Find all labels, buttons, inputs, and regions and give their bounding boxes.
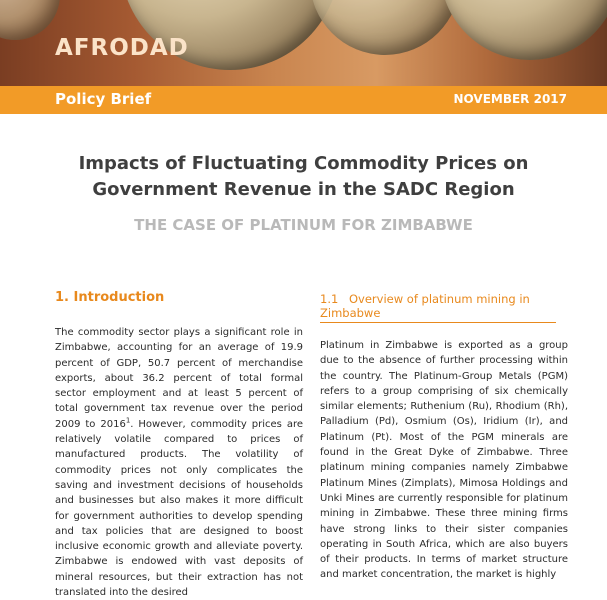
- section-title: Overview of platinum mining in Zimbabwe: [320, 292, 530, 320]
- section-number: 1.1: [320, 292, 339, 306]
- footnote-marker: 1: [125, 416, 131, 425]
- coin-image: [0, 0, 60, 40]
- introduction-text: The commodity sector plays a significant role in Zimbabwe, accounting for an average of 19.9 percent of GDP, 50.7 percent of merchandise exports, about 36.2 percent of total formal sector employment and at least 5 percent of total government tax revenue over the period 2009 to 2016: [55, 327, 303, 430]
- header-banner: [0, 0, 607, 86]
- publication-date: NOVEMBER 2017: [453, 92, 567, 106]
- section-heading-overview: [320, 292, 560, 320]
- overview-body: [320, 338, 568, 583]
- brand-name: AFRODAD: [55, 35, 189, 61]
- doc-type: Policy Brief: [55, 90, 152, 108]
- title-line-2: Government Revenue in the SADC Region: [92, 179, 515, 200]
- doc-type-strip: [0, 86, 607, 114]
- section-divider: [320, 322, 556, 323]
- overview-text: Platinum in Zimbabwe is exported as a group due to the absence of further processing within the country. The Platinum-Group Metals (PGM) refers to a group comprising of six chemically similar elements; Ruthenium (Ru), Rhodium (Rh), Palladium (Pd), Osmium (Os), Iridium (Ir), and Platinum (Pt). Most of the PGM minerals are found in the Great Dyke of Zimbabwe. Three platinum mining companies namely Zimbabwe Platinum Mines (Zimplats), Mimosa Holdings and Unki Mines are currently responsible for platinum mining in Zimbabwe. These three mining firms have strong links to their sister companies operating in South Africa, which are also buyers of their products. In terms of market structure and market concentration, the market is highly: [320, 340, 568, 581]
- introduction-text-cont: . However, commodity prices are relatively volatile compared to prices of manufactured products. The volatility of commodity prices not only complicates the saving and investment decisions of households and businesses but also makes it more difficult for government authorities to develop spending and tax policies that are designed to boost inclusive economic growth and alleviate poverty. Zimbabwe is endowed with vast deposits of mineral resources, but their extraction has not translated into the desired: [55, 418, 303, 599]
- title-line-1: Impacts of Fluctuating Commodity Prices on: [78, 153, 529, 174]
- page-subtitle: THE CASE OF PLATINUM FOR ZIMBABWE: [134, 216, 473, 234]
- coin-image: [440, 0, 607, 60]
- introduction-body: [55, 325, 303, 600]
- page-title: [40, 151, 567, 203]
- section-heading-introduction: 1. Introduction: [55, 290, 165, 305]
- coin-image: [310, 0, 460, 55]
